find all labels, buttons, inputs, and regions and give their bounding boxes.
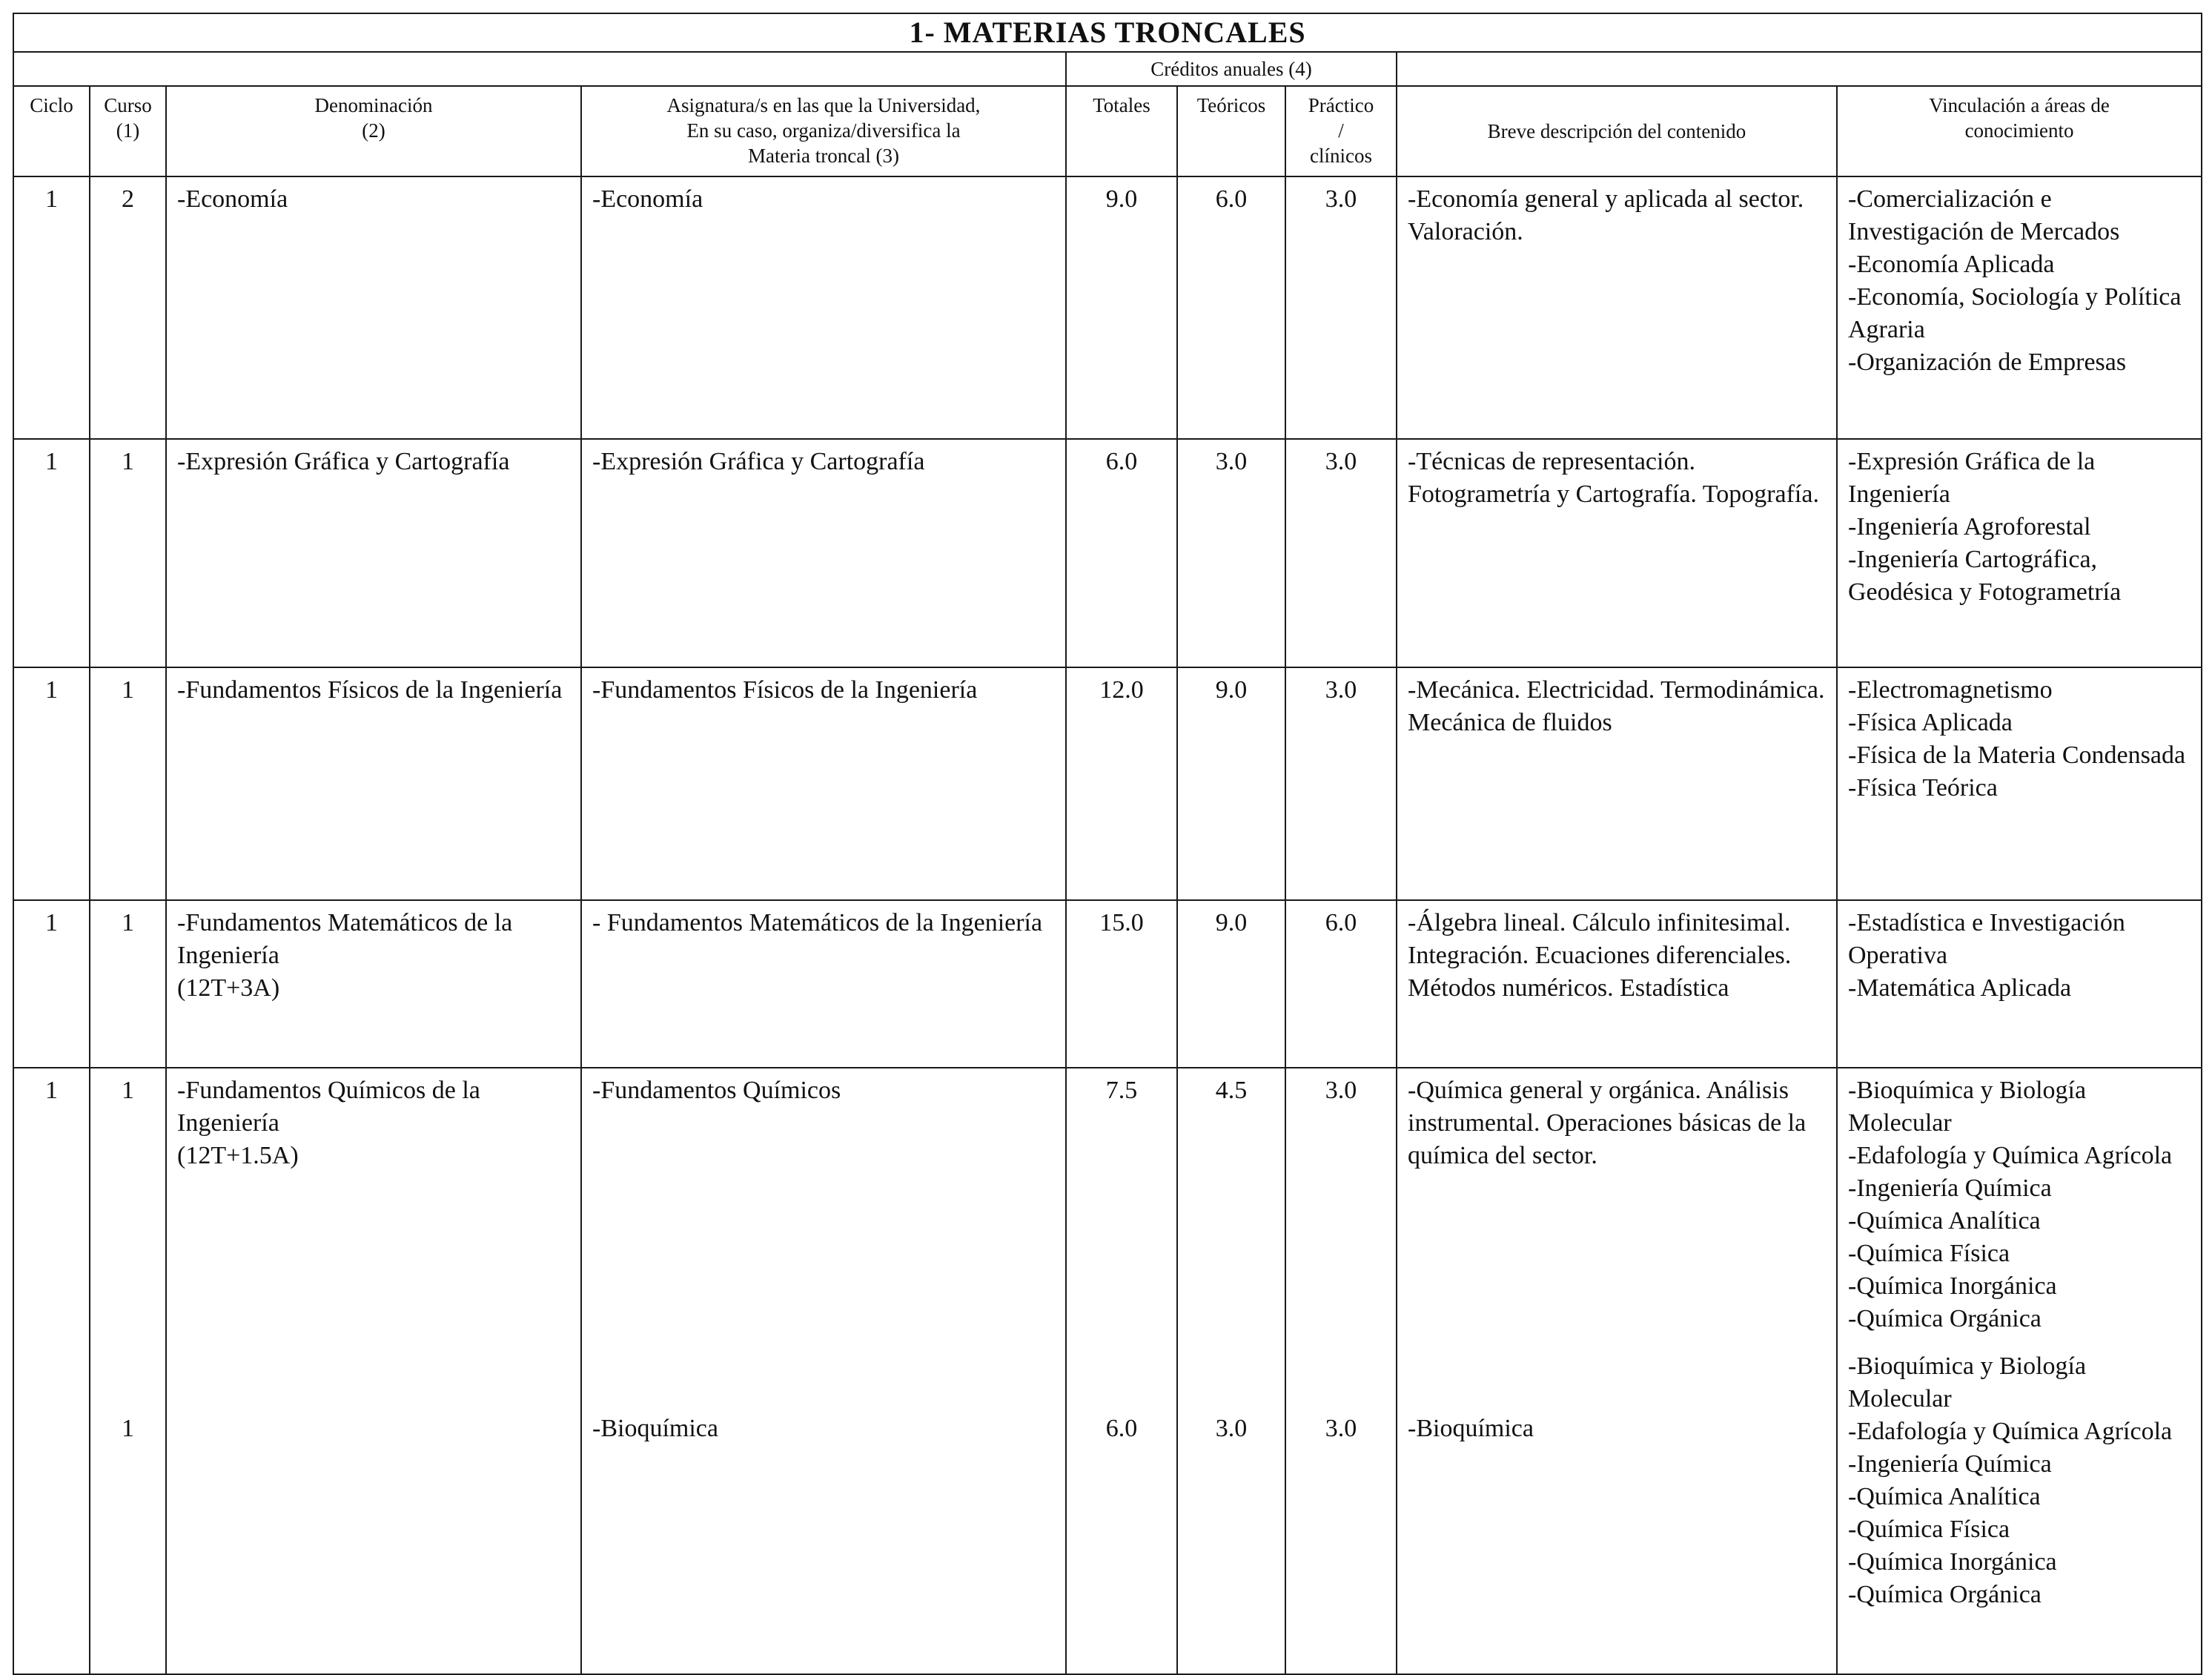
descripcion-cell: -Economía general y aplicada al sector. Valoración. (1397, 176, 1837, 439)
header-totales: Totales (1066, 86, 1177, 176)
areas-cell: -Estadística e Investigación Operativa -Matemática Aplicada (1837, 900, 2202, 1068)
descripcion-cell: -Álgebra lineal. Cálculo infinitesimal. Integración. Ecuaciones diferenciales. Métodos numéricos. Estadística (1397, 900, 1837, 1068)
table-row (13, 667, 2202, 900)
denominacion-cell: -Fundamentos Químicos de la Ingeniería (12T+1.5A) (166, 1068, 581, 1674)
table-row (13, 1068, 2202, 1674)
totales-cell: 12.0 (1066, 667, 1177, 900)
teoricos-cell: 3.0 (1177, 439, 1285, 667)
descripcion-cell: -Mecánica. Electricidad. Termodinámica. Mecánica de fluidos (1397, 667, 1837, 900)
practicos-cell: 6.0 (1285, 900, 1397, 1068)
totales-cell: 9.0 (1066, 176, 1177, 439)
teoricos-cell: 9.0 (1177, 900, 1285, 1068)
denominacion-cell: -Expresión Gráfica y Cartografía (166, 439, 581, 667)
ciclo-cell: 1 (13, 900, 90, 1068)
asignatura-cell: -Fundamentos Químicos -Bioquímica (581, 1068, 1066, 1674)
header-ciclo: Ciclo (13, 86, 90, 176)
header-descripcion: Breve descripción del contenido (1397, 86, 1837, 176)
table-row (13, 176, 2202, 439)
asignatura-cell: -Expresión Gráfica y Cartografía (581, 439, 1066, 667)
table-row (13, 439, 2202, 667)
ciclo-cell: 1 (13, 667, 90, 900)
ciclo-cell: 1 (13, 176, 90, 439)
practicos-cell: 3.0 (1285, 176, 1397, 439)
practicos-cell: 3.0 (1285, 439, 1397, 667)
practicos-cell: 3.0 (1285, 667, 1397, 900)
ciclo-cell: 1 (13, 1068, 90, 1674)
denominacion-cell: -Fundamentos Físicos de la Ingeniería (166, 667, 581, 900)
credit-header-row (13, 52, 2202, 86)
denominacion-cell: -Economía (166, 176, 581, 439)
header-vinculacion: Vinculación a áreas de conocimiento (1837, 86, 2202, 176)
areas-cell: -Bioquímica y Biología Molecular -Edafología y Química Agrícola -Ingeniería Química -Química Analítica -Química Física -Química Inorgánica -Química Orgánica -Bioquímica y Biología Molecular -Edafología y Química Agrícola -Ingeniería Química -Química Analítica -Química Física -Química Inorgánica -Química Orgánica (1837, 1068, 2202, 1674)
blank-header-cell-right (1397, 52, 2202, 86)
asignatura-cell: -Economía (581, 176, 1066, 439)
curso-cell: 1 1 (90, 1068, 166, 1674)
curso-cell: 2 (90, 176, 166, 439)
troncales-sheet (13, 13, 2201, 1662)
asignatura-cell: -Fundamentos Físicos de la Ingeniería (581, 667, 1066, 900)
asignatura-cell: - Fundamentos Matemáticos de la Ingeniería (581, 900, 1066, 1068)
descripcion-cell: -Química general y orgánica. Análisis instrumental. Operaciones básicas de la química del sector. -Bioquímica (1397, 1068, 1837, 1674)
table-row (13, 900, 2202, 1068)
areas-cell: -Electromagnetismo -Física Aplicada -Física de la Materia Condensada -Física Teórica (1837, 667, 2202, 900)
header-curso: Curso (1) (90, 86, 166, 176)
teoricos-cell: 9.0 (1177, 667, 1285, 900)
curso-cell: 1 (90, 667, 166, 900)
areas-cell: -Comercialización e Investigación de Mercados -Economía Aplicada -Economía, Sociología y Política Agraria -Organización de Empresas (1837, 176, 2202, 439)
totales-cell: 7.5 6.0 (1066, 1068, 1177, 1674)
denominacion-cell: -Fundamentos Matemáticos de la Ingeniería (12T+3A) (166, 900, 581, 1068)
totales-cell: 6.0 (1066, 439, 1177, 667)
column-header-row (13, 86, 2202, 176)
teoricos-cell: 4.5 3.0 (1177, 1068, 1285, 1674)
materias-troncales-table (13, 13, 2202, 1675)
descripcion-cell: -Técnicas de representación. Fotogrametría y Cartografía. Topografía. (1397, 439, 1837, 667)
header-asignatura: Asignatura/s en las que la Universidad, En su caso, organiza/diversifica la Materia troncal (3) (581, 86, 1066, 176)
ciclo-cell: 1 (13, 439, 90, 667)
totales-cell: 15.0 (1066, 900, 1177, 1068)
title-row (13, 13, 2202, 52)
creditos-anuales-header: Créditos anuales (4) (1066, 52, 1397, 86)
table-title: 1- MATERIAS TRONCALES (13, 13, 2202, 52)
practicos-cell: 3.0 3.0 (1285, 1068, 1397, 1674)
header-denominacion: Denominación (2) (166, 86, 581, 176)
blank-header-cell (13, 52, 1066, 86)
teoricos-cell: 6.0 (1177, 176, 1285, 439)
areas-cell: -Expresión Gráfica de la Ingeniería -Ingeniería Agroforestal -Ingeniería Cartográfica, Geodésica y Fotogrametría (1837, 439, 2202, 667)
header-teoricos: Teóricos (1177, 86, 1285, 176)
curso-cell: 1 (90, 439, 166, 667)
header-practico: Práctico / clínicos (1285, 86, 1397, 176)
curso-cell: 1 (90, 900, 166, 1068)
